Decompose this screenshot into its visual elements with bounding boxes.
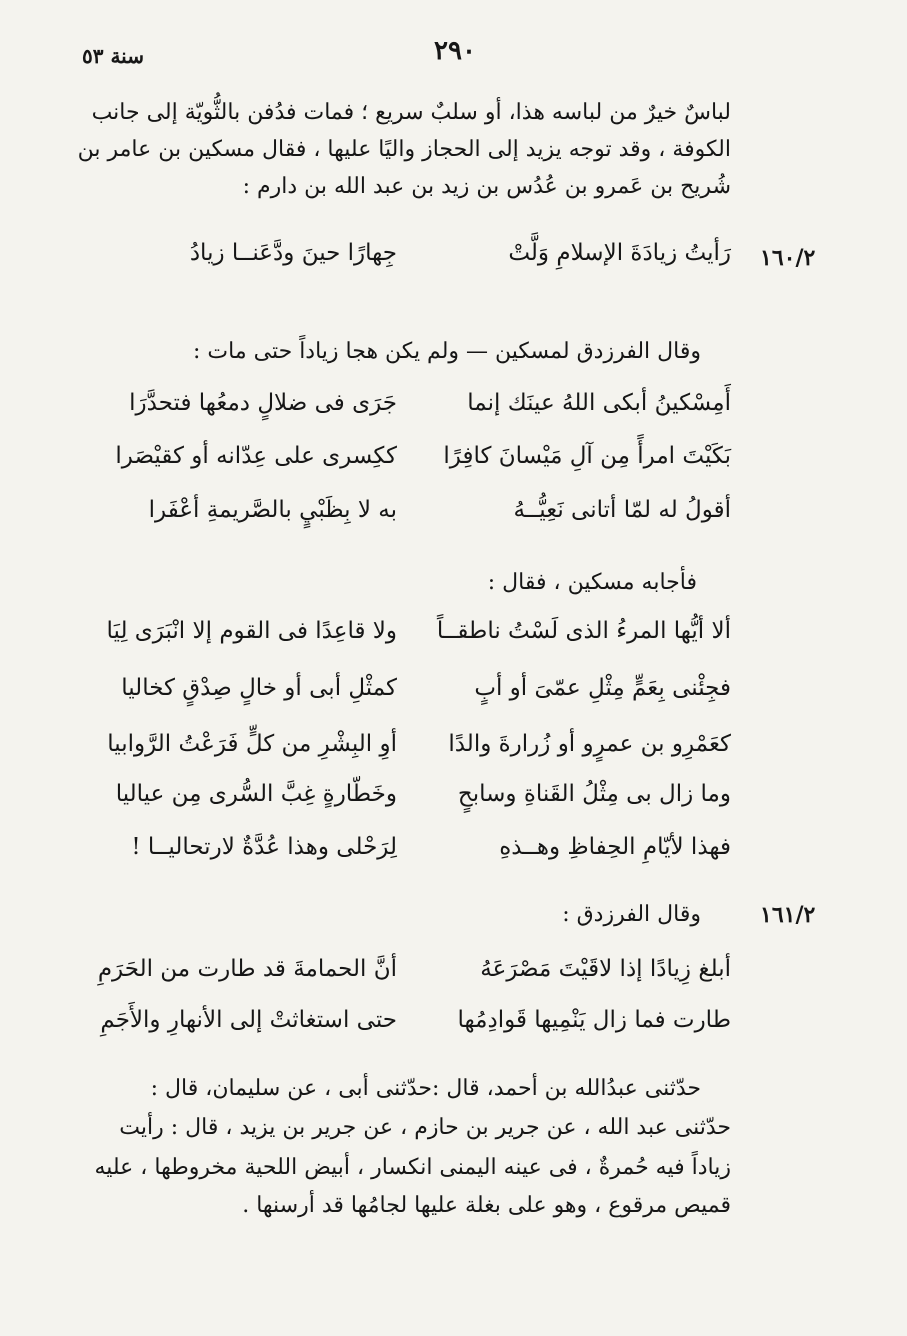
verse-hemistich-left: ككِسرى على عِدّانه أو كقيْصَرا (115, 443, 397, 469)
margin-reference: ١٦٠/٢ (760, 245, 816, 271)
verse-hemistich-left: به لا بِظَبْيٍ بالصَّريمةِ أعْفَرا (148, 497, 397, 523)
prose-line: قميص مرقوع ، وهو على بغلة عليها لجامُها قد أرسنها . (242, 1193, 731, 1218)
verse-hemistich-right: فجِئْنى بِعَمٍّ مِثْلِ عمّىَ أو أبٍ (474, 675, 731, 701)
verse-hemistich-right: كعَمْرِو بن عمرٍو أو زُرارةَ والدًا (448, 731, 731, 757)
verse-hemistich-left: جَرَى فى ضلالٍ دمعُها فتحدَّرَا (129, 390, 397, 416)
year-label: سنة ٥٣ (82, 44, 144, 68)
verse-hemistich-left: أوِ البِشْرِ من كلٍّ فَرَعْتُ الرَّوابيا (107, 731, 397, 757)
margin-reference: ١٦١/٢ (760, 902, 816, 928)
verse-hemistich-right: فهذا لأيّامِ الحِفاظِ وهــذهِ (499, 834, 731, 860)
verse-hemistich-left: كمثْلِ أبى أو خالٍ صِدْقٍ كخاليا (121, 675, 397, 701)
verse-hemistich-right: رَأيتُ زيادَةَ الإسلامِ وَلَّتْ (508, 240, 731, 266)
verse-hemistich-right: أبلغ زِيادًا إذا لاقَيْتَ مَصْرَعَهُ (480, 956, 731, 982)
prose-line: حدّثنى عبد الله ، عن جرير بن حازم ، عن جرير بن يزيد ، قال : رأيت (119, 1115, 731, 1140)
section-intro: فأجابه مسكين ، فقال : (487, 570, 697, 595)
prose-line: زياداً فيه حُمرةٌ ، فى عينه اليمنى انكسار ، أبيض اللحية مخروطها ، عليه (94, 1155, 731, 1180)
verse-hemistich-right: أَمِسْكينُ أبكى اللهُ عينَك إنما (467, 390, 731, 416)
verse-hemistich-left: لِرَحْلى وهذا عُدَّةٌ لارتحاليــا ! (131, 834, 397, 860)
prose-line: الكوفة ، وقد توجه يزيد إلى الحجاز واليًا عليها ، فقال مسكين بن عامر بن (77, 137, 731, 162)
verse-hemistich-left: ولا قاعِدًا فى القوم إلا انْبَرَى لِيَا (106, 618, 397, 644)
section-intro: وقال الفرزدق لمسكين — ولم يكن هجا زياداً حتى مات : (193, 339, 701, 364)
verse-hemistich-left: جِهارًا حينَ ودَّعَنــا زيادُ (189, 240, 397, 266)
verse-hemistich-right: بَكَيْتَ امرأً مِن آلِ مَيْسانَ كافِرًا (443, 443, 731, 469)
page-number: ٢٩٠ (434, 36, 476, 66)
verse-hemistich-left: أنَّ الحمامةَ قد طارت من الحَرَمِ (97, 956, 397, 982)
verse-hemistich-right: أقولُ له لمّا أتانى نَعِيُّــهُ (513, 497, 731, 523)
verse-hemistich-left: وخَطّارةٍ غِبَّ السُّرى مِن عياليا (115, 781, 397, 807)
verse-hemistich-right: ألا أيُّها المرءُ الذى لَسْتُ ناطقــاً (436, 618, 731, 644)
prose-line: لباسٌ خيرٌ من لباسه هذا، أو سلبٌ سريع ؛ فمات فدُفن بالثُّويّة إلى جانب (91, 100, 731, 125)
verse-hemistich-right: طارت فما زال يَنْمِيها قَوادِمُها (457, 1007, 731, 1033)
verse-hemistich-left: حتى استغاثتْ إلى الأنهارِ والأَجَمِ (100, 1007, 397, 1033)
verse-hemistich-right: وما زال بى مِثْلُ القَناةِ وسابحٍ (457, 781, 731, 807)
section-intro: وقال الفرزدق : (562, 902, 701, 927)
prose-line: شُريح بن عَمرو بن عُدُس بن زيد بن عبد الله بن دارم : (242, 174, 731, 199)
prose-line: حدّثنى عبدُالله بن أحمد، قال :حدّثنى أبى ، عن سليمان، قال : (150, 1076, 701, 1101)
